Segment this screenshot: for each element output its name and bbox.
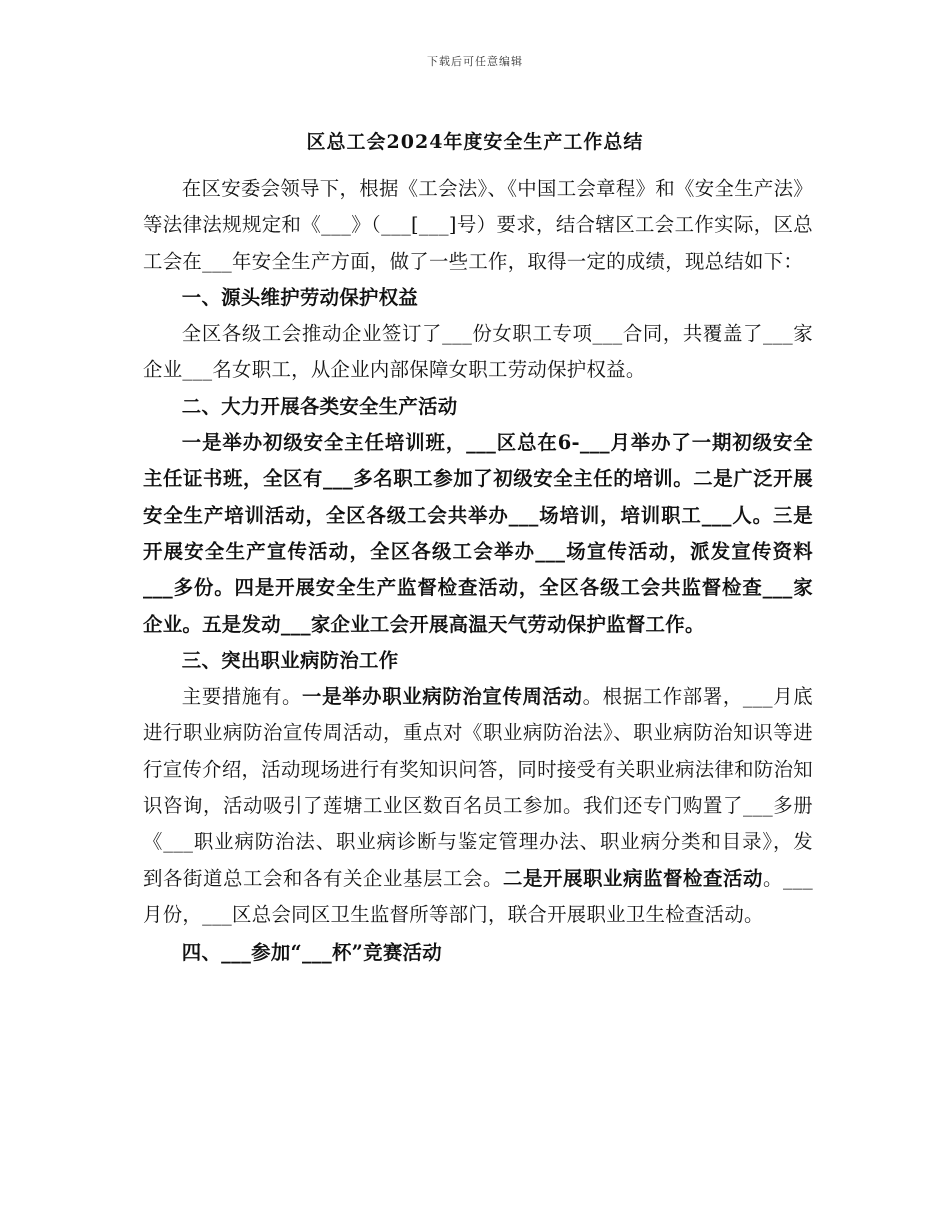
intro-paragraph: 在区安委会领导下，根据《工会法》、《中国工会章程》和《安全生产法》等法律法规规定和《___》（___[___]号）要求，结合辖区工会工作实际，区总工会在___年安全生产方面，做了一些工作，取得一定的成绩，现总结如下： <box>143 177 813 273</box>
section-3-text-2: 。___月份，___区总会同区卫生监督所等部门，联合开展职业卫生检查活动。 <box>143 866 813 926</box>
section-1-body: 全区各级工会推动企业签订了___份女职工专项___合同，共覆盖了___家企业___名女职工，从企业内部保障女职工劳动保护权益。 <box>143 322 813 382</box>
section-3-point-1: 一是举办职业病防治宣传周活动 <box>302 685 583 709</box>
section-3-lead: 主要措施有。 <box>181 685 303 709</box>
section-1-heading: 一、源头维护劳动保护权益 <box>181 285 419 309</box>
section-3-heading: 三、突出职业病防治工作 <box>181 648 399 672</box>
page-header: 下载后可任意编辑 <box>427 55 523 68</box>
section-2-heading: 二、大力开展各类安全生产活动 <box>181 394 458 418</box>
document-body <box>143 171 813 972</box>
section-2-body: 一是举办初级安全主任培训班，___区总在6-___月举办了一期初级安全主任证书班，全区有___多名职工参加了初级安全主任的培训。二是广泛开展安全生产培训活动，全区各级工会共举办___场培训，培训职工___人。三是开展安全生产宣传活动，全区各级工会举办___场宣传活动，派发宣传资料___多份。四是开展安全生产监督检查活动，全区各级工会共监督检查___家企业。五是发动___家企业工会开展高温天气劳动保护监督工作。 <box>143 431 813 636</box>
section-3-text-1: 。根据工作部署，___月底进行职业病防治宣传周活动，重点对《职业病防治法》、职业病防治知识等进行宣传介绍，活动现场进行有奖知识问答，同时接受有关职业病法律和防治知识咨询，活动吸引了莲塘工业区数百名员工参加。我们还专门购置了___多册《___职业病防治法、职业病诊断与鉴定管理办法、职业病分类和目录》，发到各街道总工会和各有关企业基层工会。 <box>143 685 813 890</box>
document-title: 区总工会2024年度安全生产工作总结 <box>306 131 644 153</box>
section-3-point-2: 二是开展职业病监督检查活动 <box>503 866 763 890</box>
section-3-body <box>143 679 813 933</box>
section-4-heading: 四、___参加“___杯”竞赛活动 <box>181 941 442 965</box>
